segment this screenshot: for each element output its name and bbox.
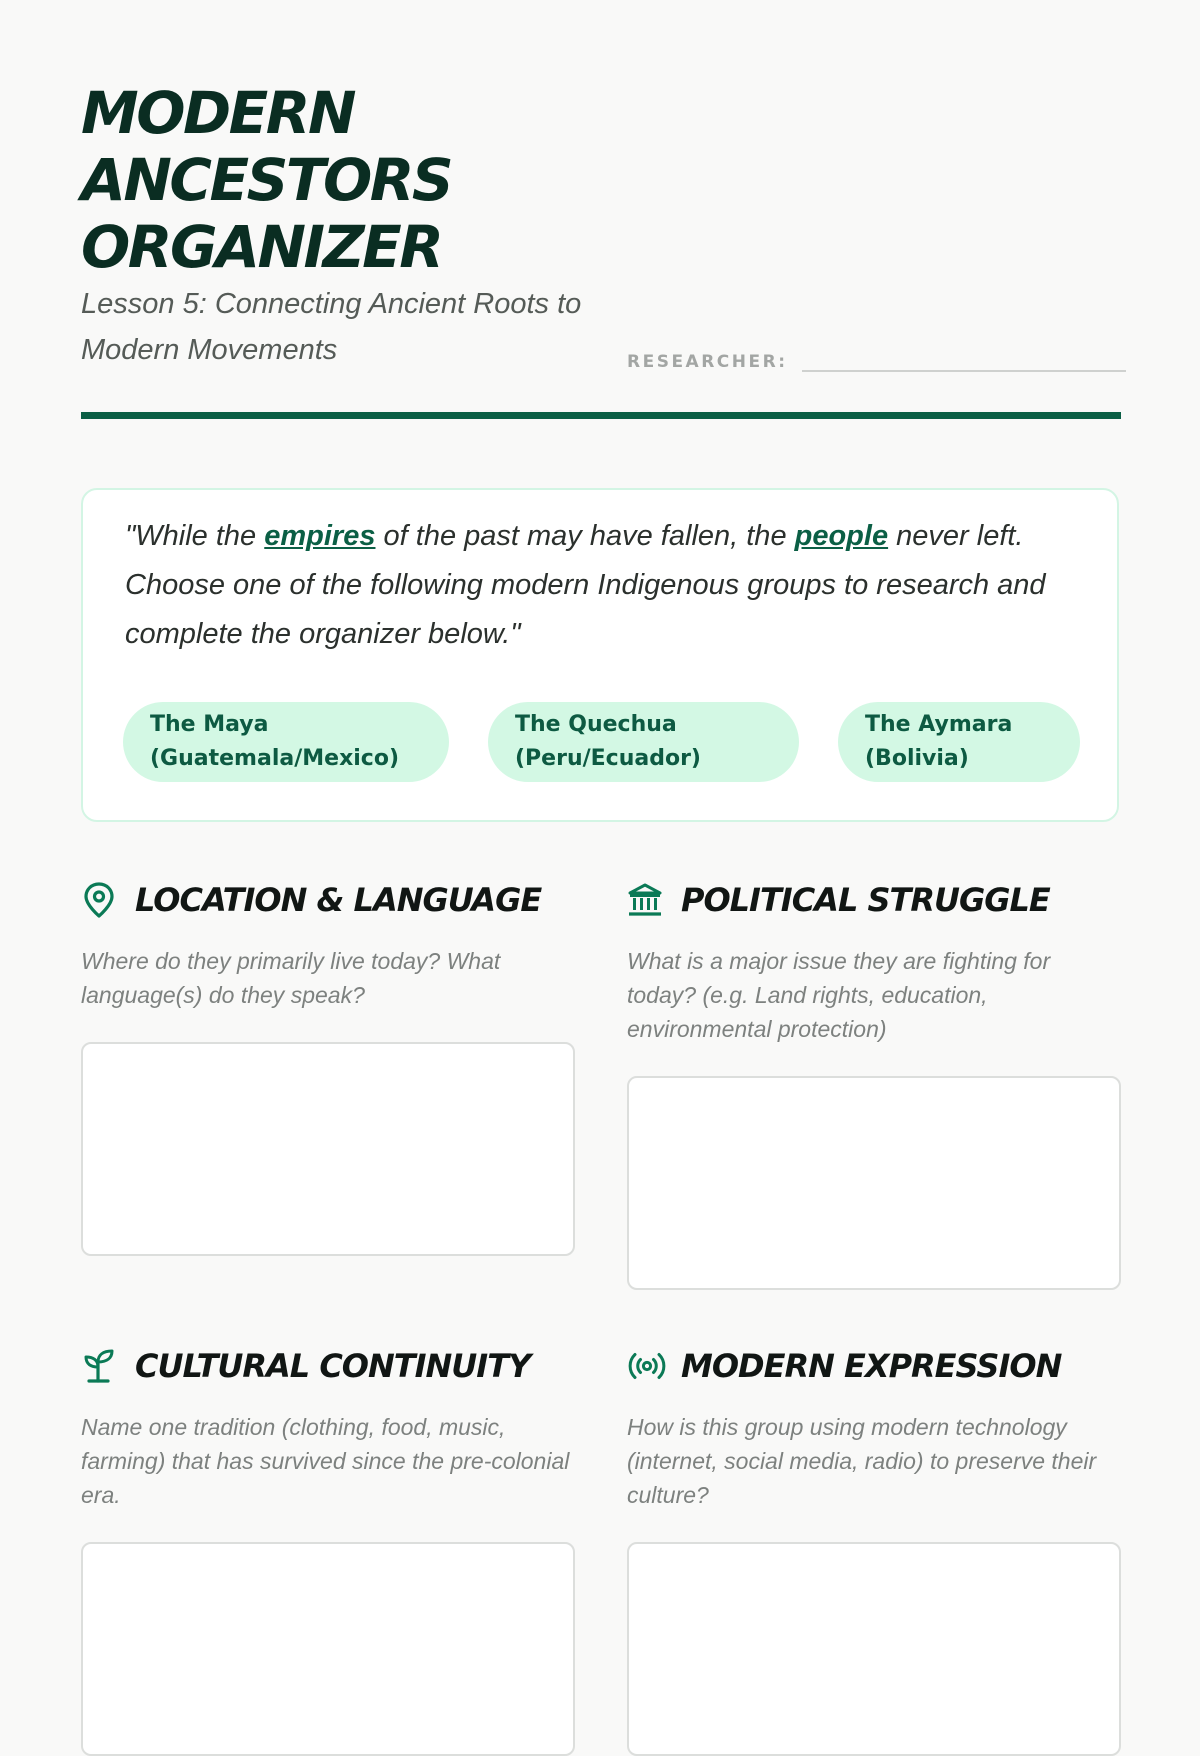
location-language-answer-box[interactable] [81,1042,575,1256]
section-prompt: What is a major issue they are fighting for today? (e.g. Land rights, education, environmental protection) [627,948,1051,1042]
intro-card [81,488,1119,822]
title-line-2: ANCESTORS [81,146,452,214]
section-header [627,880,1121,920]
lesson-subtitle [81,281,621,373]
group-chip-region: (Guatemala/Mexico) [150,746,400,771]
section-modern-expression [627,1346,1121,1756]
section-title: POLITICAL STRUGGLE [681,881,1050,919]
cultural-continuity-answer-box[interactable] [81,1542,575,1756]
section-location-language [81,880,575,1256]
researcher-label: RESEARCHER: [627,352,788,372]
title-line-3: ORGANIZER [81,213,442,281]
section-cultural-continuity [81,1346,575,1756]
group-options [123,702,1083,782]
researcher-name-input[interactable] [802,338,1126,372]
map-pin-icon [81,880,121,920]
intro-quote [125,512,1085,659]
broadcast-icon [627,1346,667,1386]
page-title [81,80,641,281]
section-prompt: Where do they primarily live today? What language(s) do they speak? [81,948,501,1008]
section-header [81,1346,575,1386]
title-line-1: MODERN [81,79,354,147]
researcher-field-group [627,338,1126,372]
modern-expression-answer-box[interactable] [627,1542,1121,1756]
group-chip-name: The Maya [150,712,269,737]
section-header [627,1346,1121,1386]
quote-text-1: "While the [125,520,265,552]
section-title: CULTURAL CONTINUITY [135,1347,531,1385]
political-struggle-answer-box[interactable] [627,1076,1121,1290]
section-prompt: Name one tradition (clothing, food, music, farming) that has survived since the pre-colonial era. [81,1414,570,1508]
group-chip-maya[interactable] [123,702,449,782]
section-title: LOCATION & LANGUAGE [135,881,542,919]
quote-emphasis-empires: empires [264,520,376,552]
group-chip-quechua[interactable] [488,702,799,782]
group-chip-aymara[interactable] [838,702,1080,782]
quote-emphasis-people: people [794,520,889,552]
group-chip-name: The Aymara [865,712,1013,737]
header-divider [81,412,1121,419]
section-title: MODERN EXPRESSION [681,1347,1062,1385]
group-chip-name: The Quechua [515,712,677,737]
quote-text-2: of the past may have fallen, the [375,520,795,552]
quote-text-3: never left. Choose one of the following modern Indigenous groups to research and complete the organizer below." [125,520,1046,650]
group-chip-region: (Bolivia) [865,746,969,771]
section-political-struggle [627,880,1121,1290]
group-chip-region: (Peru/Ecuador) [515,746,701,771]
section-header [81,880,575,920]
sprout-icon [81,1346,121,1386]
section-prompt: How is this group using modern technology (internet, social media, radio) to preserve their culture? [627,1414,1097,1508]
subtitle-line-2: Modern Movements [81,334,338,366]
landmark-icon [627,880,667,920]
subtitle-line-1: Lesson 5: Connecting Ancient Roots to [81,288,582,320]
